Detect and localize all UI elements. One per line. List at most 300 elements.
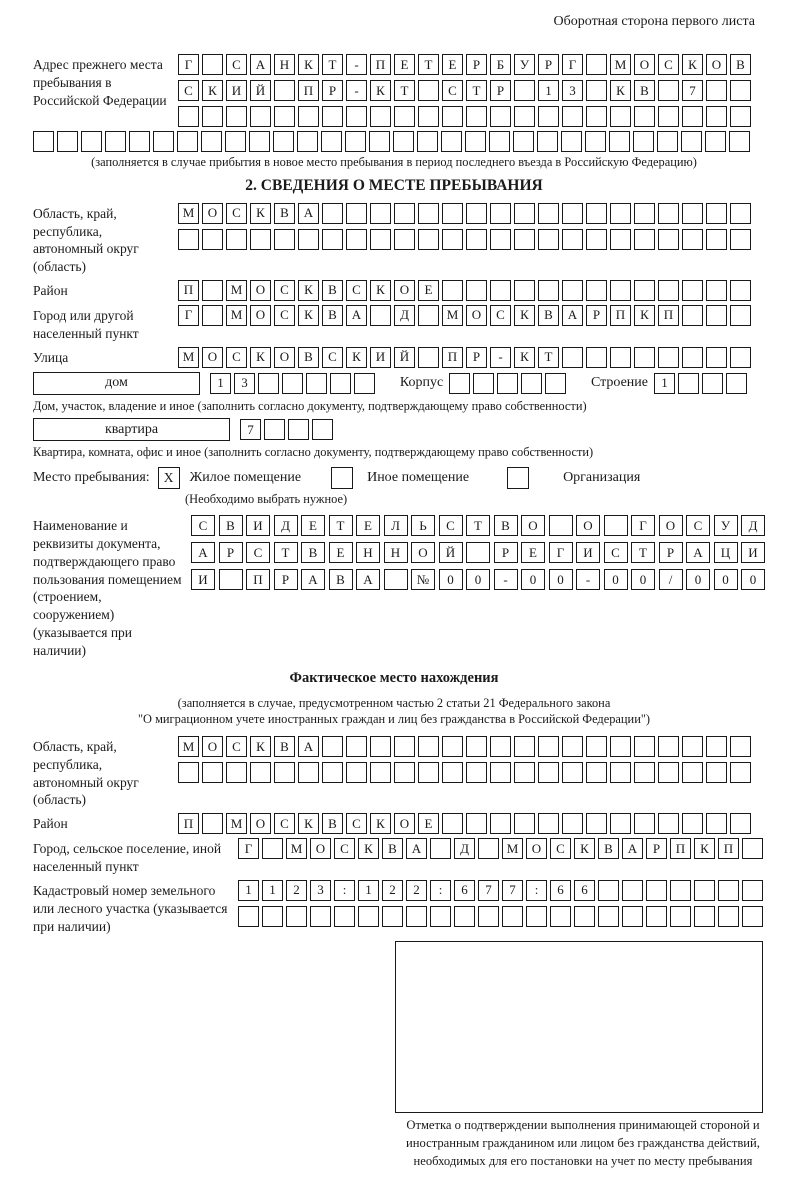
char-box[interactable]: П [298, 80, 319, 101]
char-box[interactable]: А [686, 542, 710, 563]
char-box[interactable] [682, 305, 703, 326]
char-box[interactable]: - [494, 569, 518, 590]
char-box[interactable] [718, 880, 739, 901]
char-box[interactable]: 6 [550, 880, 571, 901]
char-box[interactable] [634, 736, 655, 757]
char-box[interactable] [610, 203, 631, 224]
char-box[interactable] [706, 736, 727, 757]
char-box[interactable] [330, 373, 351, 394]
char-box[interactable]: К [250, 347, 271, 368]
char-box[interactable] [297, 131, 318, 152]
char-box[interactable] [202, 54, 223, 75]
char-box[interactable]: С [246, 542, 270, 563]
char-box[interactable] [730, 736, 751, 757]
char-box[interactable]: С [226, 347, 247, 368]
char-box[interactable]: 1 [238, 880, 259, 901]
char-box[interactable]: О [310, 838, 331, 859]
char-box[interactable]: Л [384, 515, 408, 536]
char-box[interactable]: М [226, 813, 247, 834]
char-box[interactable]: С [346, 280, 367, 301]
char-box[interactable] [514, 106, 535, 127]
char-box[interactable]: В [274, 736, 295, 757]
char-box[interactable] [514, 280, 535, 301]
char-box[interactable]: - [490, 347, 511, 368]
char-box[interactable] [346, 203, 367, 224]
char-box[interactable]: С [274, 305, 295, 326]
char-box[interactable] [610, 347, 631, 368]
char-box[interactable]: В [382, 838, 403, 859]
char-box[interactable] [406, 906, 427, 927]
char-box[interactable]: К [250, 203, 271, 224]
char-box[interactable] [678, 373, 699, 394]
char-box[interactable]: О [466, 305, 487, 326]
char-box[interactable] [466, 736, 487, 757]
char-box[interactable]: 6 [574, 880, 595, 901]
char-box[interactable]: О [250, 813, 271, 834]
char-box[interactable] [670, 880, 691, 901]
char-box[interactable] [706, 762, 727, 783]
char-box[interactable]: К [358, 838, 379, 859]
char-box[interactable]: Т [418, 54, 439, 75]
char-box[interactable] [418, 736, 439, 757]
char-box[interactable]: М [178, 203, 199, 224]
char-box[interactable] [466, 762, 487, 783]
char-box[interactable] [322, 762, 343, 783]
char-box[interactable]: У [714, 515, 738, 536]
char-box[interactable] [306, 373, 327, 394]
char-box[interactable] [545, 373, 566, 394]
char-box[interactable] [562, 106, 583, 127]
char-box[interactable] [682, 347, 703, 368]
char-box[interactable] [550, 906, 571, 927]
char-box[interactable] [586, 106, 607, 127]
char-box[interactable]: Д [454, 838, 475, 859]
char-box[interactable]: О [634, 54, 655, 75]
char-box[interactable]: 2 [406, 880, 427, 901]
char-box[interactable] [610, 106, 631, 127]
char-box[interactable]: : [430, 880, 451, 901]
char-box[interactable] [286, 906, 307, 927]
char-box[interactable]: О [394, 813, 415, 834]
char-box[interactable] [262, 838, 283, 859]
char-box[interactable] [538, 229, 559, 250]
char-box[interactable] [586, 203, 607, 224]
char-box[interactable] [658, 736, 679, 757]
char-box[interactable] [538, 813, 559, 834]
char-box[interactable]: П [718, 838, 739, 859]
char-box[interactable]: В [298, 347, 319, 368]
char-box[interactable]: И [741, 542, 765, 563]
char-box[interactable] [298, 762, 319, 783]
char-box[interactable]: О [394, 280, 415, 301]
char-box[interactable] [610, 280, 631, 301]
char-box[interactable] [634, 813, 655, 834]
char-box[interactable] [561, 131, 582, 152]
char-box[interactable]: В [634, 80, 655, 101]
char-box[interactable]: К [298, 54, 319, 75]
char-box[interactable] [514, 762, 535, 783]
char-box[interactable] [442, 813, 463, 834]
char-box[interactable] [274, 80, 295, 101]
char-box[interactable]: Т [466, 80, 487, 101]
char-box[interactable] [681, 131, 702, 152]
char-box[interactable]: К [346, 347, 367, 368]
stay-type-checkbox-organization[interactable] [507, 467, 529, 489]
char-box[interactable] [634, 762, 655, 783]
char-box[interactable] [706, 813, 727, 834]
char-box[interactable] [538, 203, 559, 224]
char-box[interactable] [274, 229, 295, 250]
char-box[interactable] [730, 762, 751, 783]
char-box[interactable] [586, 762, 607, 783]
char-box[interactable] [178, 229, 199, 250]
char-box[interactable] [586, 347, 607, 368]
char-box[interactable] [742, 838, 763, 859]
char-box[interactable]: Р [538, 54, 559, 75]
char-box[interactable]: К [202, 80, 223, 101]
char-box[interactable] [705, 131, 726, 152]
char-box[interactable] [178, 762, 199, 783]
char-box[interactable]: 1 [538, 80, 559, 101]
char-box[interactable]: С [686, 515, 710, 536]
char-box[interactable] [538, 762, 559, 783]
char-box[interactable]: К [610, 80, 631, 101]
char-box[interactable]: 0 [686, 569, 710, 590]
char-box[interactable]: О [202, 347, 223, 368]
char-box[interactable] [442, 280, 463, 301]
char-box[interactable] [658, 203, 679, 224]
char-box[interactable] [430, 906, 451, 927]
char-box[interactable]: 1 [262, 880, 283, 901]
char-box[interactable] [177, 131, 198, 152]
char-box[interactable]: С [658, 54, 679, 75]
char-box[interactable] [345, 131, 366, 152]
char-box[interactable] [226, 106, 247, 127]
char-box[interactable] [418, 762, 439, 783]
char-box[interactable]: Г [178, 54, 199, 75]
char-box[interactable]: Р [274, 569, 298, 590]
char-box[interactable] [726, 373, 747, 394]
char-box[interactable] [441, 131, 462, 152]
char-box[interactable] [274, 762, 295, 783]
char-box[interactable] [466, 280, 487, 301]
char-box[interactable]: Р [322, 80, 343, 101]
char-box[interactable] [449, 373, 470, 394]
char-box[interactable]: С [322, 347, 343, 368]
char-box[interactable] [682, 203, 703, 224]
char-box[interactable] [702, 373, 723, 394]
char-box[interactable] [598, 880, 619, 901]
char-box[interactable] [609, 131, 630, 152]
char-box[interactable] [514, 203, 535, 224]
char-box[interactable]: : [334, 880, 355, 901]
char-box[interactable] [706, 229, 727, 250]
char-box[interactable] [370, 736, 391, 757]
char-box[interactable] [706, 80, 727, 101]
char-box[interactable]: Е [356, 515, 380, 536]
char-box[interactable]: О [659, 515, 683, 536]
char-box[interactable]: 1 [210, 373, 231, 394]
char-box[interactable]: Т [274, 542, 298, 563]
char-box[interactable] [466, 203, 487, 224]
char-box[interactable] [729, 131, 750, 152]
char-box[interactable] [454, 906, 475, 927]
char-box[interactable] [502, 906, 523, 927]
char-box[interactable]: О [274, 347, 295, 368]
char-box[interactable]: И [246, 515, 270, 536]
char-box[interactable] [706, 347, 727, 368]
char-box[interactable]: П [178, 280, 199, 301]
char-box[interactable] [742, 906, 763, 927]
char-box[interactable]: 0 [631, 569, 655, 590]
char-box[interactable] [538, 280, 559, 301]
char-box[interactable]: В [274, 203, 295, 224]
char-box[interactable]: О [202, 203, 223, 224]
char-box[interactable] [682, 229, 703, 250]
char-box[interactable] [490, 762, 511, 783]
char-box[interactable] [382, 906, 403, 927]
char-box[interactable] [489, 131, 510, 152]
char-box[interactable] [521, 373, 542, 394]
char-box[interactable] [514, 80, 535, 101]
char-box[interactable]: Р [466, 54, 487, 75]
char-box[interactable]: Г [238, 838, 259, 859]
char-box[interactable] [225, 131, 246, 152]
char-box[interactable] [478, 906, 499, 927]
char-box[interactable] [706, 280, 727, 301]
char-box[interactable]: 3 [234, 373, 255, 394]
char-box[interactable] [658, 347, 679, 368]
char-box[interactable]: Р [466, 347, 487, 368]
char-box[interactable] [417, 131, 438, 152]
char-box[interactable]: О [526, 838, 547, 859]
char-box[interactable]: Й [250, 80, 271, 101]
char-box[interactable] [129, 131, 150, 152]
char-box[interactable]: 0 [439, 569, 463, 590]
char-box[interactable] [646, 906, 667, 927]
char-box[interactable] [105, 131, 126, 152]
char-box[interactable] [682, 813, 703, 834]
char-box[interactable] [670, 906, 691, 927]
char-box[interactable] [473, 373, 494, 394]
char-box[interactable] [288, 419, 309, 440]
char-box[interactable]: Д [394, 305, 415, 326]
char-box[interactable] [370, 229, 391, 250]
char-box[interactable] [322, 203, 343, 224]
char-box[interactable]: К [298, 305, 319, 326]
char-box[interactable] [538, 736, 559, 757]
char-box[interactable]: А [406, 838, 427, 859]
char-box[interactable]: В [598, 838, 619, 859]
char-box[interactable] [393, 131, 414, 152]
char-box[interactable]: К [250, 736, 271, 757]
char-box[interactable]: И [576, 542, 600, 563]
char-box[interactable] [370, 762, 391, 783]
char-box[interactable] [322, 106, 343, 127]
char-box[interactable] [562, 736, 583, 757]
char-box[interactable]: 7 [478, 880, 499, 901]
char-box[interactable]: 0 [604, 569, 628, 590]
char-box[interactable]: А [191, 542, 215, 563]
char-box[interactable] [730, 347, 751, 368]
char-box[interactable] [202, 762, 223, 783]
char-box[interactable]: В [322, 280, 343, 301]
stay-type-checkbox-residential[interactable]: X [158, 467, 180, 489]
char-box[interactable] [466, 542, 490, 563]
char-box[interactable]: А [250, 54, 271, 75]
char-box[interactable]: Й [394, 347, 415, 368]
char-box[interactable]: Й [439, 542, 463, 563]
char-box[interactable] [354, 373, 375, 394]
char-box[interactable] [226, 762, 247, 783]
char-box[interactable] [201, 131, 222, 152]
char-box[interactable]: - [346, 80, 367, 101]
char-box[interactable]: А [346, 305, 367, 326]
char-box[interactable]: М [442, 305, 463, 326]
char-box[interactable] [298, 106, 319, 127]
char-box[interactable]: Г [178, 305, 199, 326]
char-box[interactable] [202, 229, 223, 250]
char-box[interactable]: М [226, 280, 247, 301]
char-box[interactable]: К [298, 813, 319, 834]
char-box[interactable] [633, 131, 654, 152]
char-box[interactable] [514, 736, 535, 757]
char-box[interactable]: Г [549, 542, 573, 563]
char-box[interactable] [394, 762, 415, 783]
char-box[interactable] [694, 906, 715, 927]
char-box[interactable]: М [610, 54, 631, 75]
char-box[interactable] [730, 80, 751, 101]
char-box[interactable] [718, 906, 739, 927]
char-box[interactable] [682, 736, 703, 757]
char-box[interactable] [586, 229, 607, 250]
char-box[interactable]: 3 [310, 880, 331, 901]
char-box[interactable]: К [370, 813, 391, 834]
char-box[interactable] [202, 280, 223, 301]
char-box[interactable]: Е [521, 542, 545, 563]
char-box[interactable] [730, 305, 751, 326]
char-box[interactable]: В [730, 54, 751, 75]
char-box[interactable] [490, 813, 511, 834]
char-box[interactable] [634, 280, 655, 301]
char-box[interactable]: О [250, 305, 271, 326]
char-box[interactable] [490, 106, 511, 127]
char-box[interactable] [604, 515, 628, 536]
char-box[interactable]: Р [219, 542, 243, 563]
char-box[interactable]: Б [490, 54, 511, 75]
char-box[interactable] [312, 419, 333, 440]
char-box[interactable]: 7 [502, 880, 523, 901]
char-box[interactable] [465, 131, 486, 152]
char-box[interactable]: И [191, 569, 215, 590]
char-box[interactable] [274, 106, 295, 127]
char-box[interactable]: С [439, 515, 463, 536]
char-box[interactable]: С [274, 813, 295, 834]
char-box[interactable] [730, 229, 751, 250]
char-box[interactable]: Е [442, 54, 463, 75]
char-box[interactable] [478, 838, 499, 859]
char-box[interactable] [346, 106, 367, 127]
char-box[interactable]: В [538, 305, 559, 326]
char-box[interactable]: И [226, 80, 247, 101]
char-box[interactable] [490, 229, 511, 250]
char-box[interactable] [634, 347, 655, 368]
char-box[interactable]: С [191, 515, 215, 536]
char-box[interactable]: П [246, 569, 270, 590]
char-box[interactable]: / [659, 569, 683, 590]
char-box[interactable]: М [502, 838, 523, 859]
char-box[interactable]: 0 [741, 569, 765, 590]
char-box[interactable] [562, 229, 583, 250]
char-box[interactable]: П [178, 813, 199, 834]
char-box[interactable] [418, 347, 439, 368]
char-box[interactable] [370, 305, 391, 326]
char-box[interactable]: Ь [411, 515, 435, 536]
char-box[interactable] [586, 54, 607, 75]
char-box[interactable] [730, 280, 751, 301]
char-box[interactable] [298, 229, 319, 250]
char-box[interactable] [418, 106, 439, 127]
char-box[interactable] [537, 131, 558, 152]
char-box[interactable] [646, 880, 667, 901]
char-box[interactable] [526, 906, 547, 927]
char-box[interactable] [610, 736, 631, 757]
char-box[interactable]: У [514, 54, 535, 75]
char-box[interactable]: Д [274, 515, 298, 536]
char-box[interactable]: Е [329, 542, 353, 563]
char-box[interactable] [321, 131, 342, 152]
char-box[interactable] [574, 906, 595, 927]
char-box[interactable]: А [298, 736, 319, 757]
char-box[interactable]: К [634, 305, 655, 326]
char-box[interactable]: О [250, 280, 271, 301]
char-box[interactable] [334, 906, 355, 927]
char-box[interactable] [610, 813, 631, 834]
char-box[interactable]: 0 [549, 569, 573, 590]
char-box[interactable]: О [411, 542, 435, 563]
char-box[interactable] [369, 131, 390, 152]
char-box[interactable]: 0 [714, 569, 738, 590]
char-box[interactable] [466, 106, 487, 127]
char-box[interactable] [682, 280, 703, 301]
char-box[interactable]: Р [659, 542, 683, 563]
char-box[interactable] [262, 906, 283, 927]
char-box[interactable] [562, 762, 583, 783]
char-box[interactable] [322, 736, 343, 757]
char-box[interactable]: П [442, 347, 463, 368]
char-box[interactable] [202, 106, 223, 127]
char-box[interactable]: Д [741, 515, 765, 536]
char-box[interactable]: Т [394, 80, 415, 101]
char-box[interactable]: Т [538, 347, 559, 368]
char-box[interactable] [514, 229, 535, 250]
char-box[interactable]: Н [384, 542, 408, 563]
char-box[interactable]: С [226, 203, 247, 224]
char-box[interactable]: М [226, 305, 247, 326]
char-box[interactable] [418, 80, 439, 101]
char-box[interactable]: 2 [382, 880, 403, 901]
char-box[interactable] [153, 131, 174, 152]
char-box[interactable]: К [370, 280, 391, 301]
char-box[interactable]: Е [418, 813, 439, 834]
char-box[interactable] [430, 838, 451, 859]
char-box[interactable] [250, 762, 271, 783]
char-box[interactable]: Н [274, 54, 295, 75]
char-box[interactable] [282, 373, 303, 394]
char-box[interactable]: С [178, 80, 199, 101]
char-box[interactable]: Р [490, 80, 511, 101]
char-box[interactable] [658, 813, 679, 834]
